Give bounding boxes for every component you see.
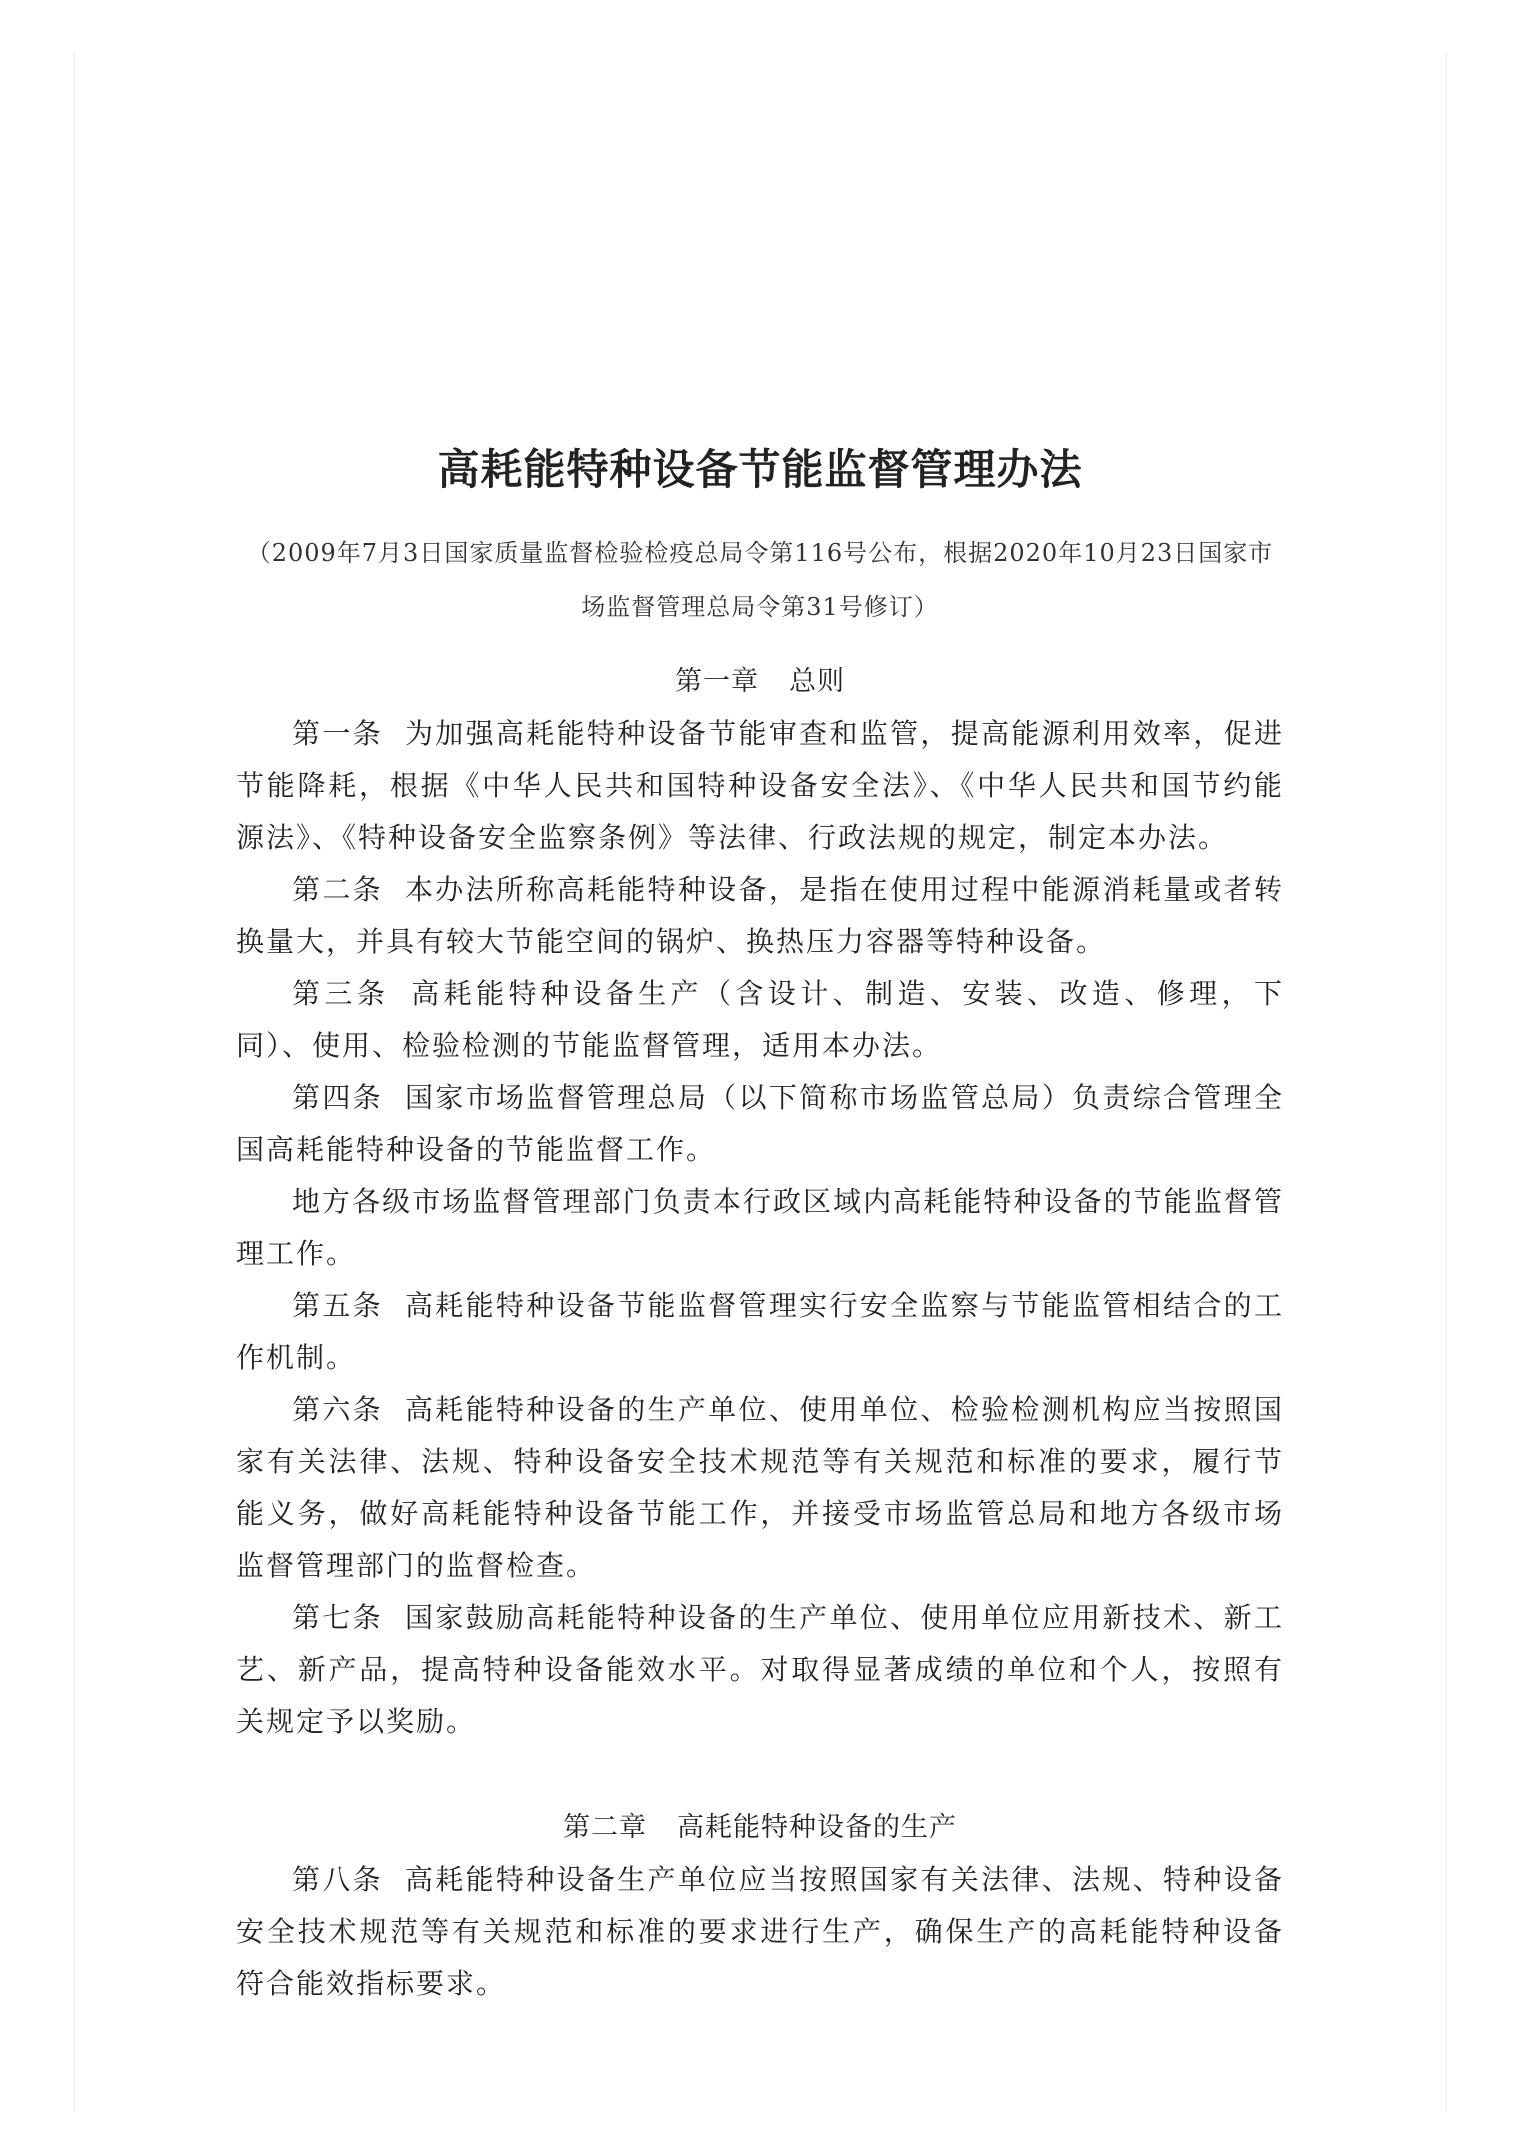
chapter-number: 第一章: [675, 666, 759, 697]
chapter-number: 第二章: [563, 1812, 647, 1843]
article-number: 第二条: [292, 873, 383, 906]
article-number: 第一条: [292, 717, 383, 750]
article: [236, 1280, 1284, 1384]
article-number: 第八条: [292, 1863, 383, 1896]
article: [236, 968, 1284, 1072]
article-number: 第七条: [292, 1601, 383, 1634]
article: [236, 1592, 1284, 1748]
article-text: 高耗能特种设备节能监督管理实行安全监察与节能监管相结合的工作机制。: [236, 1289, 1284, 1374]
article: [236, 864, 1284, 968]
article-text: 国家市场监督管理总局（以下简称市场监管总局）负责综合管理全国高耗能特种设备的节能监督工作。: [236, 1081, 1284, 1166]
article-text: 本办法所称高耗能特种设备，是指在使用过程中能源消耗量或者转换量大，并具有较大节能空间的锅炉、换热压力容器等特种设备。: [236, 873, 1284, 958]
chapter-name: 总则: [789, 666, 845, 697]
article-number: 第五条: [292, 1289, 383, 1322]
article-text: 高耗能特种设备生产（含设计、制造、安装、改造、修理，下同）、使用、检验检测的节能监督管理，适用本办法。: [236, 977, 1284, 1062]
article-text: 高耗能特种设备生产单位应当按照国家有关法律、法规、特种设备安全技术规范等有关规范和标准的要求进行生产，确保生产的高耗能特种设备符合能效指标要求。: [236, 1863, 1284, 2000]
article: [236, 708, 1284, 864]
chapter-heading: [236, 656, 1284, 708]
chapter-name: 高耗能特种设备的生产: [677, 1812, 957, 1843]
page-edge-right: [1446, 52, 1447, 2112]
article-text: 国家鼓励高耗能特种设备的生产单位、使用单位应用新技术、新工艺、新产品，提高特种设备能效水平。对取得显著成绩的单位和个人，按照有关规定予以奖励。: [236, 1601, 1284, 1738]
article: [236, 1854, 1284, 2010]
article-paragraph: [236, 1176, 1284, 1280]
article-text: 地方各级市场监督管理部门负责本行政区域内高耗能特种设备的节能监督管理工作。: [236, 1185, 1284, 1270]
article-number: 第四条: [292, 1081, 383, 1114]
article-text: 高耗能特种设备的生产单位、使用单位、检验检测机构应当按照国家有关法律、法规、特种设备安全技术规范等有关规范和标准的要求，履行节能义务，做好高耗能特种设备节能工作，并接受市场监管总局和地方各级市场监督管理部门的监督检查。: [236, 1393, 1284, 1582]
document-title: 高耗能特种设备节能监督管理办法: [437, 445, 1083, 494]
article-text: 为加强高耗能特种设备节能审查和监管，提高能源利用效率，促进节能降耗，根据《中华人民共和国特种设备安全法》、《中华人民共和国节约能源法》、《特种设备安全监察条例》等法律、行政法规的规定，制定本办法。: [236, 717, 1284, 854]
article: [236, 1384, 1284, 1592]
page-edge-left: [74, 52, 75, 2112]
article-number: 第三条: [292, 977, 390, 1010]
document-source-note: （2009年7月3日国家质量监督检验检疫总局令第116号公布，根据2020年10月23日国家市场监督管理总局令第31号修订）: [246, 539, 1274, 621]
chapter-heading: [236, 1802, 1284, 1854]
article-number: 第六条: [292, 1393, 383, 1426]
article: [236, 1072, 1284, 1176]
document-body: [236, 420, 1284, 2010]
